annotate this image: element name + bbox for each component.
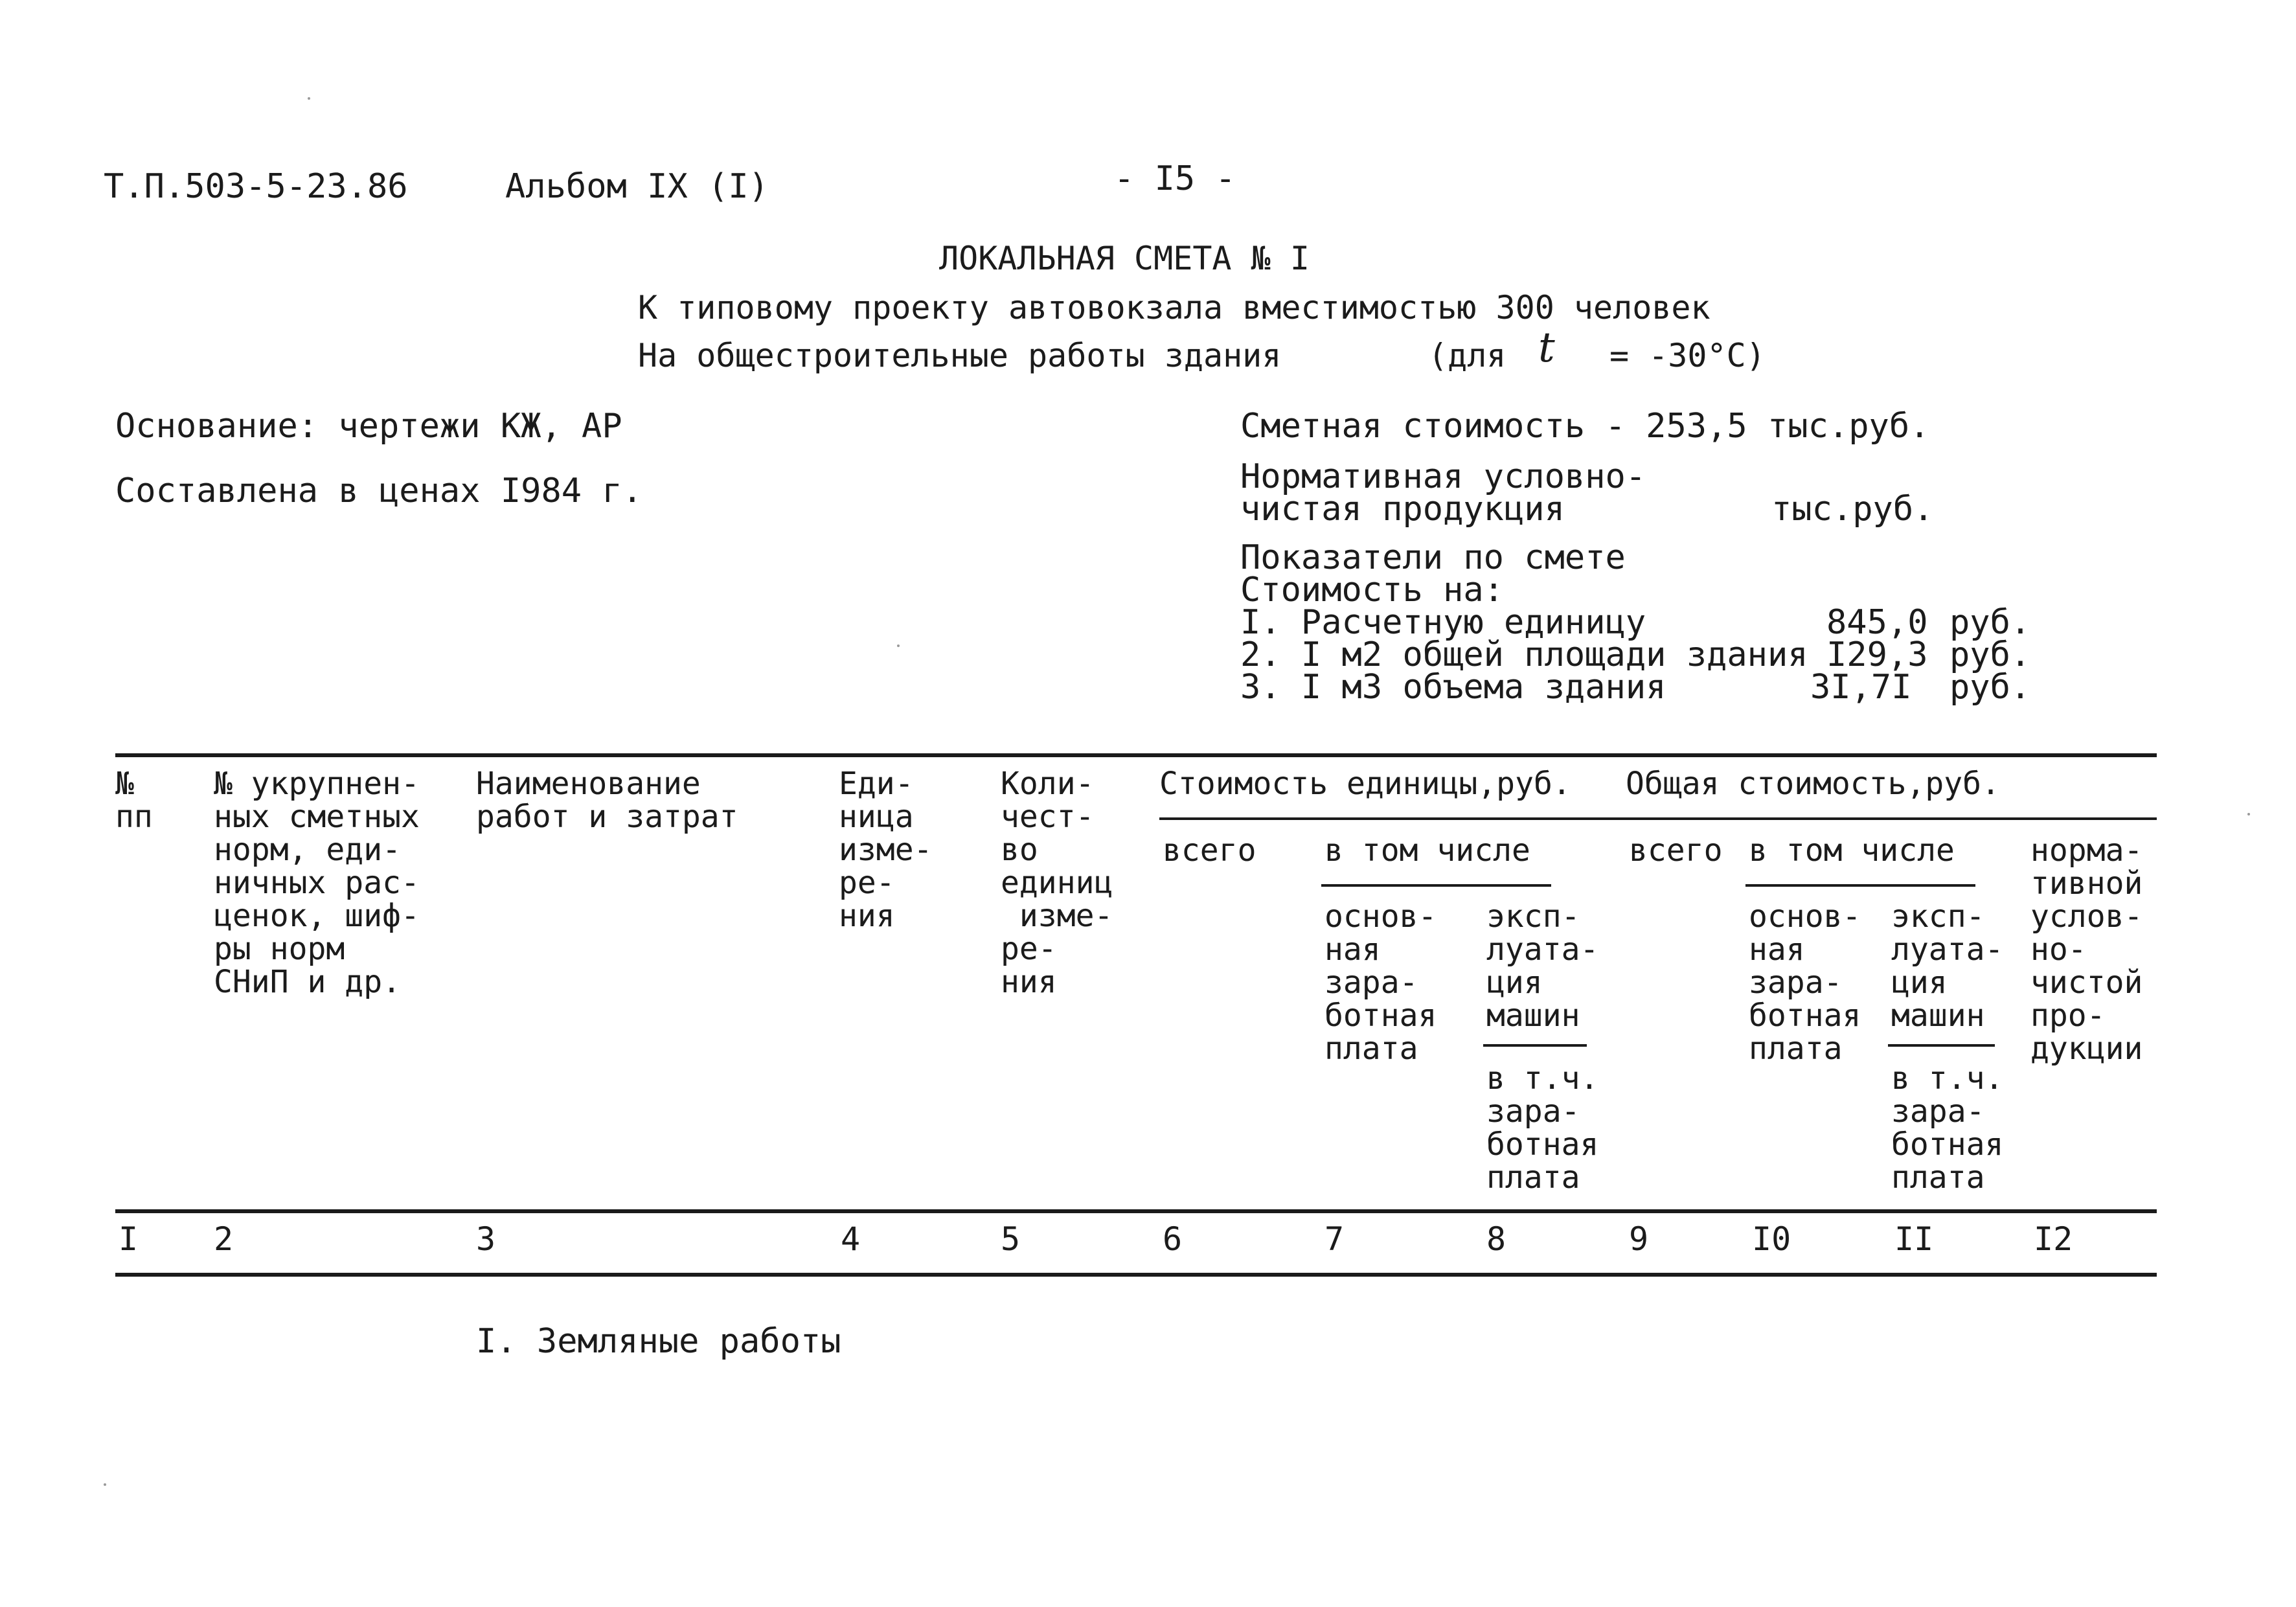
col-header-total-wages: основ- ная зара- ботная плата [1749, 898, 1861, 1067]
normative-label-1: Нормативная условно- [1240, 457, 1646, 496]
column-number: 7 [1324, 1220, 1345, 1258]
scan-speck [104, 1483, 106, 1486]
indicator-label: 3. I м3 объема здания [1240, 668, 1666, 707]
page-number: - I5 - [1114, 159, 1236, 198]
col-header-unit-machine-wages: в т.ч. зара- ботная плата [1486, 1060, 1599, 1196]
numbers-bottom-rule [115, 1273, 2157, 1277]
unit-cost-subgroup-rule [1321, 884, 1551, 887]
col-header-normative: норма- тивной услов- но- чистой про- дукции [2030, 832, 2143, 1067]
prices-text: Составлена в ценах I984 г. [115, 472, 642, 510]
section-title: I. Земляные работы [476, 1322, 841, 1361]
col-header-unit-including: в том числе [1324, 832, 1530, 869]
cost-on-label: Стоимость на: [1240, 571, 1504, 610]
column-number: 2 [214, 1220, 234, 1258]
col-header-work-name: Наименование работ и затрат [476, 766, 738, 835]
column-number: I2 [2034, 1220, 2073, 1258]
indicator-value: 3I,7I [1810, 668, 1912, 707]
col-header-quantity: Коли- чест- во единиц изме- ре- ния [1001, 766, 1113, 1000]
cost-group-rule [1159, 817, 2157, 820]
works-line: На общестроительные работы здания [638, 337, 1282, 374]
column-number: II [1894, 1220, 1934, 1258]
indicator-label: I. Расчетную единицу [1240, 603, 1646, 642]
col-header-number: № пп [115, 766, 153, 835]
column-number: 8 [1486, 1220, 1506, 1258]
indicator-unit: руб. [1949, 635, 2031, 674]
col-header-total-including: в том числе [1749, 832, 1955, 869]
column-number: 5 [1001, 1220, 1021, 1258]
scan-speck [2247, 813, 2250, 815]
indicator-unit: руб. [1949, 603, 2031, 642]
basis-text: Основание: чертежи КЖ, АР [115, 407, 622, 446]
temperature-symbol: t [1538, 324, 1555, 372]
column-number: 6 [1163, 1220, 1183, 1258]
scan-speck [308, 97, 310, 100]
condition-prefix: (для [1428, 337, 1506, 374]
estimated-cost: Сметная стоимость - 253,5 тыс.руб. [1240, 407, 1930, 446]
normative-unit: тыс.руб. [1771, 490, 1934, 529]
column-number: I [119, 1220, 139, 1258]
project-line: К типовому проекту автовокзала вместимостью 300 человек [638, 289, 1711, 326]
document-code: Т.П.503-5-23.86 [104, 167, 408, 206]
table-top-rule [115, 753, 2157, 757]
col-header-total-machines: эксп- луата- ция машин [1891, 898, 2004, 1034]
total-cost-subgroup-rule [1745, 884, 1975, 887]
temperature-condition: = -30°C) [1609, 337, 1766, 374]
normative-label-2: чистая продукция [1240, 490, 1565, 529]
indicator-unit: руб. [1949, 668, 2031, 707]
col-header-total-total: всего [1629, 832, 1723, 869]
scan-speck [897, 644, 900, 647]
col-header-total-machine-wages: в т.ч. зара- ботная плата [1891, 1060, 2004, 1196]
col-header-unit-total: всего [1163, 832, 1256, 869]
col-header-norms: № укрупнен- ных сметных норм, еди- ничных рас- ценок, шиф- ры норм СНиП и др. [214, 766, 420, 1000]
col-header-unit-machines: эксп- луата- ция машин [1486, 898, 1599, 1034]
column-number: 3 [476, 1220, 496, 1258]
col-header-unit-wages: основ- ная зара- ботная плата [1324, 898, 1437, 1067]
indicator-label: 2. I м2 общей площади здания [1240, 635, 1808, 674]
column-number: I0 [1752, 1220, 1791, 1258]
col-group-unit-cost: Стоимость единицы,руб. [1159, 766, 1571, 802]
unit-machine-subrule [1483, 1044, 1587, 1047]
album-label: Альбом IX (I) [505, 167, 769, 206]
column-number: 9 [1629, 1220, 1649, 1258]
header-bottom-rule [115, 1209, 2157, 1213]
indicators-label: Показатели по смете [1240, 538, 1626, 577]
col-group-total-cost: Общая стоимость,руб. [1626, 766, 2000, 802]
total-machine-subrule [1888, 1044, 1995, 1047]
col-header-unit: Еди- ница изме- ре- ния [839, 766, 933, 934]
estimate-title: ЛОКАЛЬНАЯ СМЕТА № I [939, 240, 1310, 277]
indicator-value: 845,0 [1826, 603, 1928, 642]
column-number: 4 [841, 1220, 861, 1258]
indicator-value: I29,3 [1826, 635, 1928, 674]
